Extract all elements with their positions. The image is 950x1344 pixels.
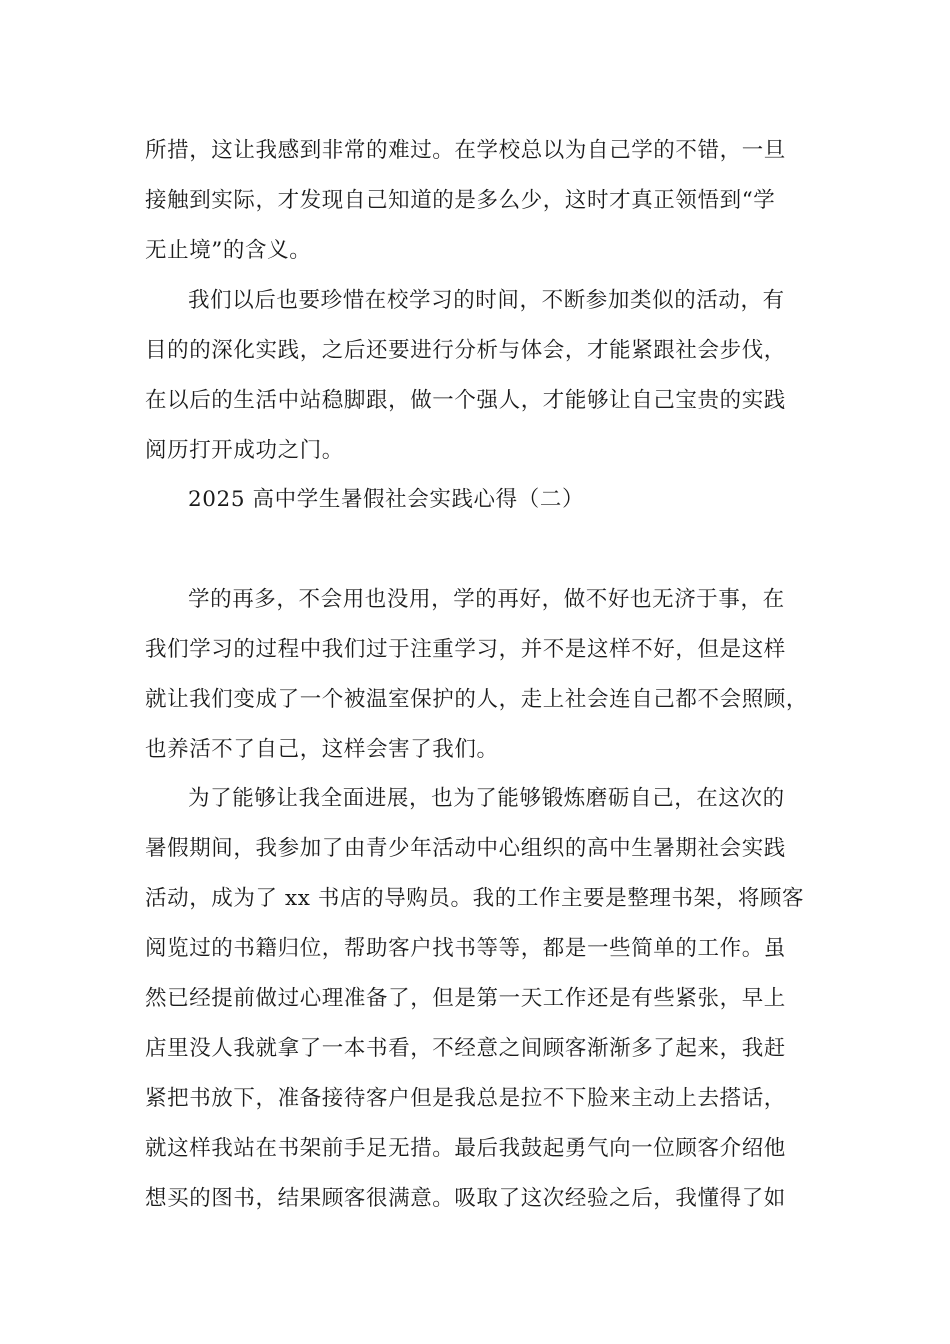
heading-line: 2025 高中学生暑假社会实践心得（二） [188, 487, 585, 512]
paragraph [145, 774, 825, 1224]
text-line: 目的的深化实践，之后还要进行分析与体会，才能紧跟社会步伐， [145, 338, 786, 363]
text-line: 想买的图书，结果顾客很满意。吸取了这次经验之后，我懂得了如 [145, 1186, 786, 1211]
text-line: 就让我们变成了一个被温室保护的人，走上社会连自己都不会照顾， [145, 687, 809, 712]
text-line: 活动，成为了 xx 书店的导购员。我的工作主要是整理书架，将顾客 [145, 886, 805, 911]
text-line: 然已经提前做过心理准备了，但是第一天工作还是有些紧张，早上 [145, 986, 786, 1011]
paragraph [145, 575, 825, 775]
text-line: 阅览过的书籍归位，帮助客户找书等等，都是一些简单的工作。虽 [145, 936, 786, 961]
text-line: 为了能够让我全面进展，也为了能够锻炼磨砺自己，在这次的 [188, 786, 785, 811]
text-line: 阅历打开成功之门。 [145, 438, 344, 463]
text-line: 我们学习的过程中我们过于注重学习，并不是这样不好，但是这样 [145, 637, 786, 662]
text-line: 暑假期间，我参加了由青少年活动中心组织的高中生暑期社会实践 [145, 836, 786, 861]
text-line: 店里没人我就拿了一本书看，不经意之间顾客渐渐多了起来，我赶 [145, 1036, 786, 1061]
text-line: 也养活不了自己，这样会害了我们。 [145, 737, 499, 762]
paragraph-continued [145, 126, 825, 276]
text-line: 在以后的生活中站稳脚跟，做一个强人，才能够让自己宝贵的实践 [145, 388, 786, 413]
paragraph [145, 276, 825, 476]
text-line: 紧把书放下，准备接待客户但是我总是拉不下脸来主动上去搭话， [145, 1086, 786, 1111]
text-line: 我们以后也要珍惜在校学习的时间，不断参加类似的活动，有 [188, 288, 785, 313]
text-line: 学的再多，不会用也没用，学的再好，做不好也无济于事，在 [188, 587, 785, 612]
text-line: 所措，这让我感到非常的难过。在学校总以为自己学的不错，一旦 [145, 138, 786, 163]
text-line: 接触到实际，才发现自己知道的是多么少，这时才真正领悟到“学 [145, 188, 776, 213]
section-heading [145, 475, 825, 525]
text-line: 无止境”的含义。 [145, 238, 312, 263]
text-line: 就这样我站在书架前手足无措。最后我鼓起勇气向一位顾客介绍他 [145, 1136, 786, 1161]
